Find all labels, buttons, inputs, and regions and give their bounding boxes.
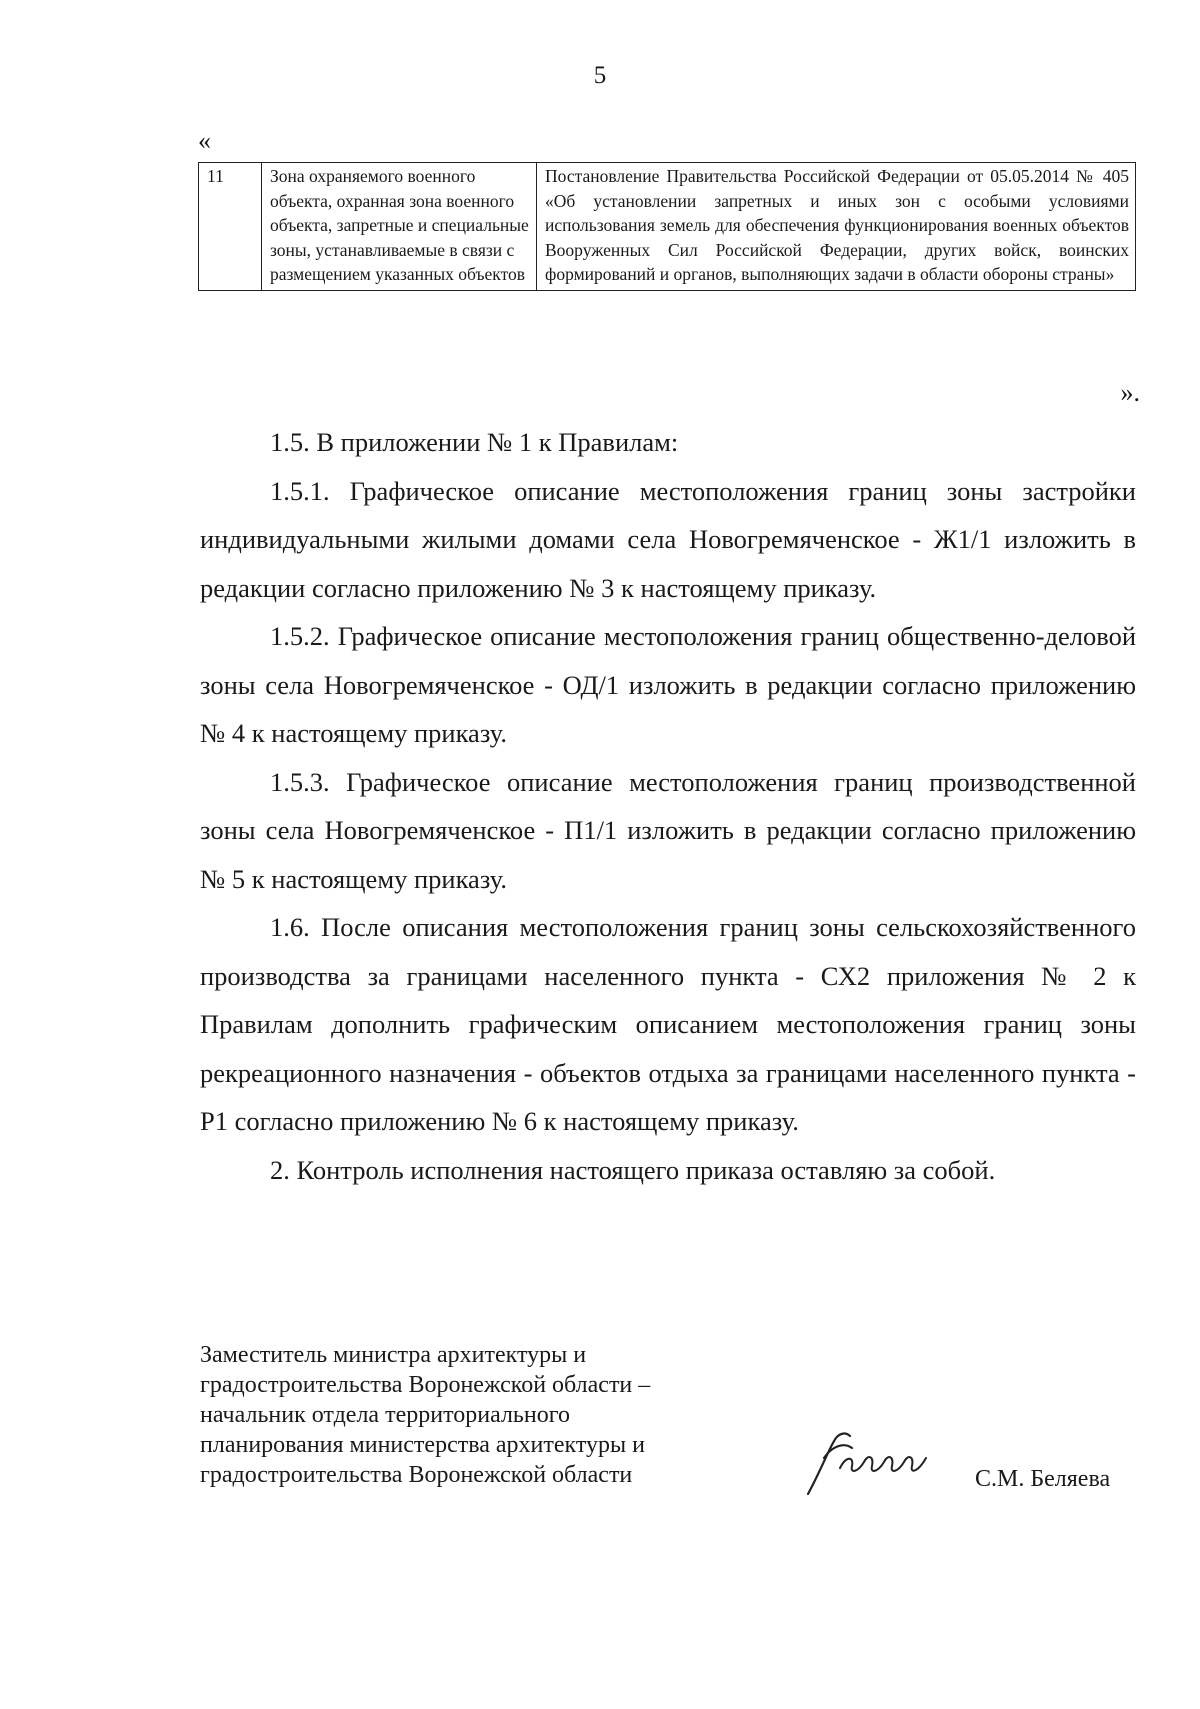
amendment-table xyxy=(198,162,1136,291)
paragraph-1-5-2: 1.5.2. Графическое описание местоположения границ общественно-деловой зоны села Новогремяченское - ОД/1 изложить в редакции согласно приложению № 4 к настоящему приказу. xyxy=(200,621,1136,748)
paragraph-1-5-1: 1.5.1. Графическое описание местоположения границ зоны застройки индивидуальными жилыми домами села Новогремяченское - Ж1/1 изложить в редакции согласно приложению № 3 к настоящему приказу. xyxy=(200,475,1136,603)
legal-basis-cell: Постановление Правительства Российской Федерации от 05.05.2014 № 405 «Об установлении запретных и иных зон с особыми условиями использования земель для обеспечения функционирования военных объектов Вооруженных Сил Российской Федерации, других войск, воинских формирований и органов, выполняющих задачи в области обороны страны» xyxy=(537,163,1136,291)
zone-name-cell: Зона охраняемого военного объекта, охранная зона военного объекта, запретные и специальные зоны, устанавливаемые в связи с размещением указанных объектов xyxy=(262,163,537,291)
signatory-title-line: начальник отдела территориального xyxy=(200,1402,570,1428)
paragraph-1-5-3: 1.5.3. Графическое описание местоположения границ производственной зоны села Новогремяченское - П1/1 изложить в редакции согласно приложению № 5 к настоящему приказу. xyxy=(200,766,1136,894)
signatory-title-line: градостроительства Воронежской области xyxy=(200,1462,633,1488)
signatory-title-line: градостроительства Воронежской области – xyxy=(200,1372,651,1398)
handwritten-signature xyxy=(800,1428,960,1498)
paragraph-2: 2. Контроль исполнения настоящего приказа оставляю за собой. xyxy=(270,1154,996,1185)
signatory-title-line: Заместитель министра архитектуры и xyxy=(200,1342,587,1368)
document-body xyxy=(200,418,1136,1194)
signatory-title-line: планирования министерства архитектуры и xyxy=(200,1432,645,1458)
table-row xyxy=(199,163,1136,291)
signatory-name: С.М. Беляева xyxy=(975,1466,1111,1492)
page-number: 5 xyxy=(593,62,607,89)
paragraph-1-6: 1.6. После описания местоположения границ зоны сельскохозяйственного производства за границами населенного пункта - СХ2 приложения № 2 к Правилам дополнить графическим описанием местоположения границ зоны рекреационного назначения - объектов отдыха за границами населенного пункта - Р1 согласно приложению № 6 к настоящему приказу. xyxy=(200,912,1136,1136)
closing-quote: ». xyxy=(1120,378,1140,407)
row-number-cell: 11 xyxy=(199,163,262,291)
opening-quote: « xyxy=(198,126,211,155)
signatory-title xyxy=(200,1340,650,1490)
paragraph-1-5: 1.5. В приложении № 1 к Правилам: xyxy=(270,427,679,457)
